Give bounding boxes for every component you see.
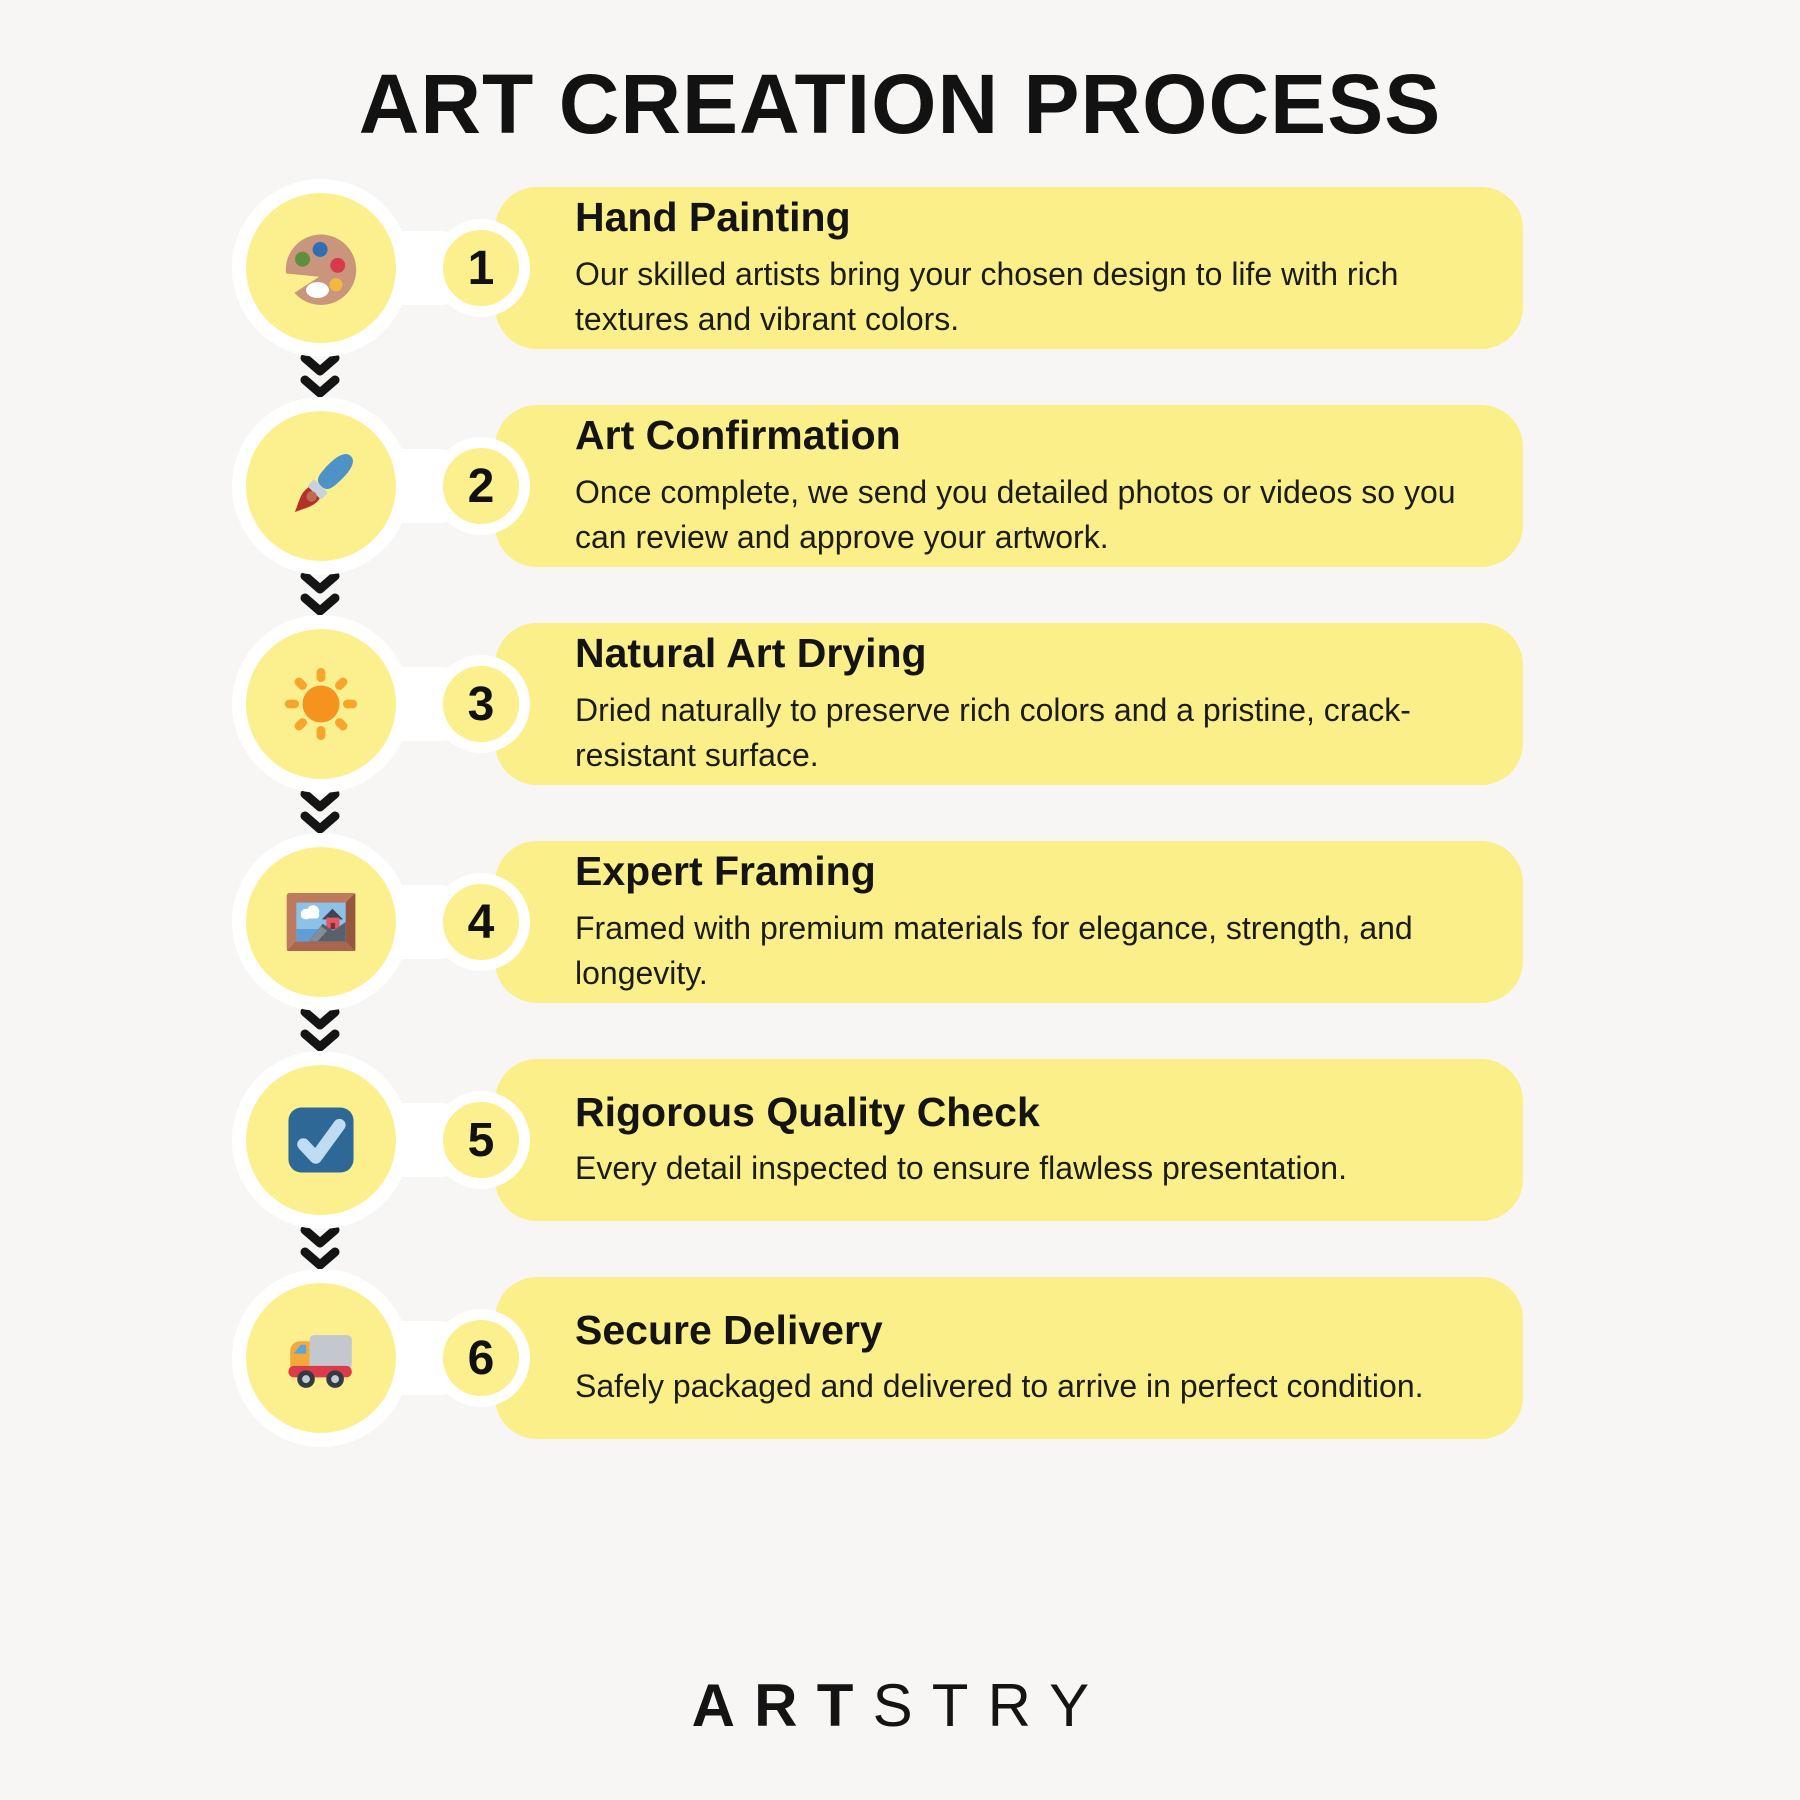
paintbrush-icon — [277, 442, 365, 530]
step-icon-circle — [232, 833, 410, 1011]
step-description: Framed with premium materials for elegance, strength, and longevity. — [575, 909, 1413, 992]
framed-picture-icon — [277, 878, 365, 966]
check-mark-icon — [277, 1096, 365, 1184]
step-card-2 — [495, 405, 1523, 567]
chevron-down-icon — [0, 1221, 1800, 1277]
brand-bold-text: ART — [691, 1672, 873, 1739]
step-title: Secure Delivery — [575, 1307, 883, 1354]
chevron-down-icon — [0, 349, 1800, 405]
step-title: Natural Art Drying — [575, 630, 927, 677]
step-number: 3 — [467, 677, 495, 731]
chevron-down-icon — [0, 785, 1800, 841]
step-row-3 — [0, 623, 1800, 785]
step-icon-circle — [232, 397, 410, 575]
step-card-6 — [495, 1277, 1523, 1439]
step-number: 1 — [467, 241, 495, 295]
step-number-badge — [432, 219, 530, 317]
sun-icon — [277, 660, 365, 748]
step-card-5 — [495, 1059, 1523, 1221]
step-card-1 — [495, 187, 1523, 349]
step-row-2 — [0, 405, 1800, 567]
step-number: 6 — [467, 1331, 495, 1385]
step-description: Safely packaged and delivered to arrive in perfect condition. — [575, 1368, 1424, 1405]
brand-logo — [0, 1671, 1800, 1740]
step-number-badge — [432, 873, 530, 971]
step-description: Dried naturally to preserve rich colors and a pristine, crack-resistant surface. — [575, 691, 1411, 774]
step-number: 4 — [467, 895, 495, 949]
brand-light-text: STRY — [872, 1672, 1109, 1739]
step-description: Our skilled artists bring your chosen design to life with rich textures and vibrant colors. — [575, 255, 1399, 338]
step-card-4 — [495, 841, 1523, 1003]
step-number-badge — [432, 437, 530, 535]
step-icon-circle — [232, 615, 410, 793]
step-row-6 — [0, 1277, 1800, 1439]
step-icon-circle — [232, 1051, 410, 1229]
step-title: Hand Painting — [575, 194, 851, 241]
step-number-badge — [432, 1091, 530, 1189]
step-card-3 — [495, 623, 1523, 785]
chevron-down-icon — [0, 1003, 1800, 1059]
step-description: Every detail inspected to ensure flawless presentation. — [575, 1150, 1347, 1187]
chevron-down-icon — [0, 567, 1800, 623]
process-steps — [0, 187, 1800, 1439]
step-number-badge — [432, 1309, 530, 1407]
step-row-1 — [0, 187, 1800, 349]
delivery-truck-icon — [277, 1314, 365, 1402]
step-row-5 — [0, 1059, 1800, 1221]
palette-icon — [277, 224, 365, 312]
step-number-badge — [432, 655, 530, 753]
step-number: 5 — [467, 1113, 495, 1167]
page-title: ART CREATION PROCESS — [358, 57, 1442, 151]
step-description: Once complete, we send you detailed photos or videos so you can review and approve your artwork. — [575, 473, 1456, 556]
step-number: 2 — [467, 459, 495, 513]
step-row-4 — [0, 841, 1800, 1003]
step-title: Rigorous Quality Check — [575, 1089, 1040, 1136]
step-title: Art Confirmation — [575, 412, 901, 459]
step-icon-circle — [232, 179, 410, 357]
step-icon-circle — [232, 1269, 410, 1447]
step-title: Expert Framing — [575, 848, 876, 895]
